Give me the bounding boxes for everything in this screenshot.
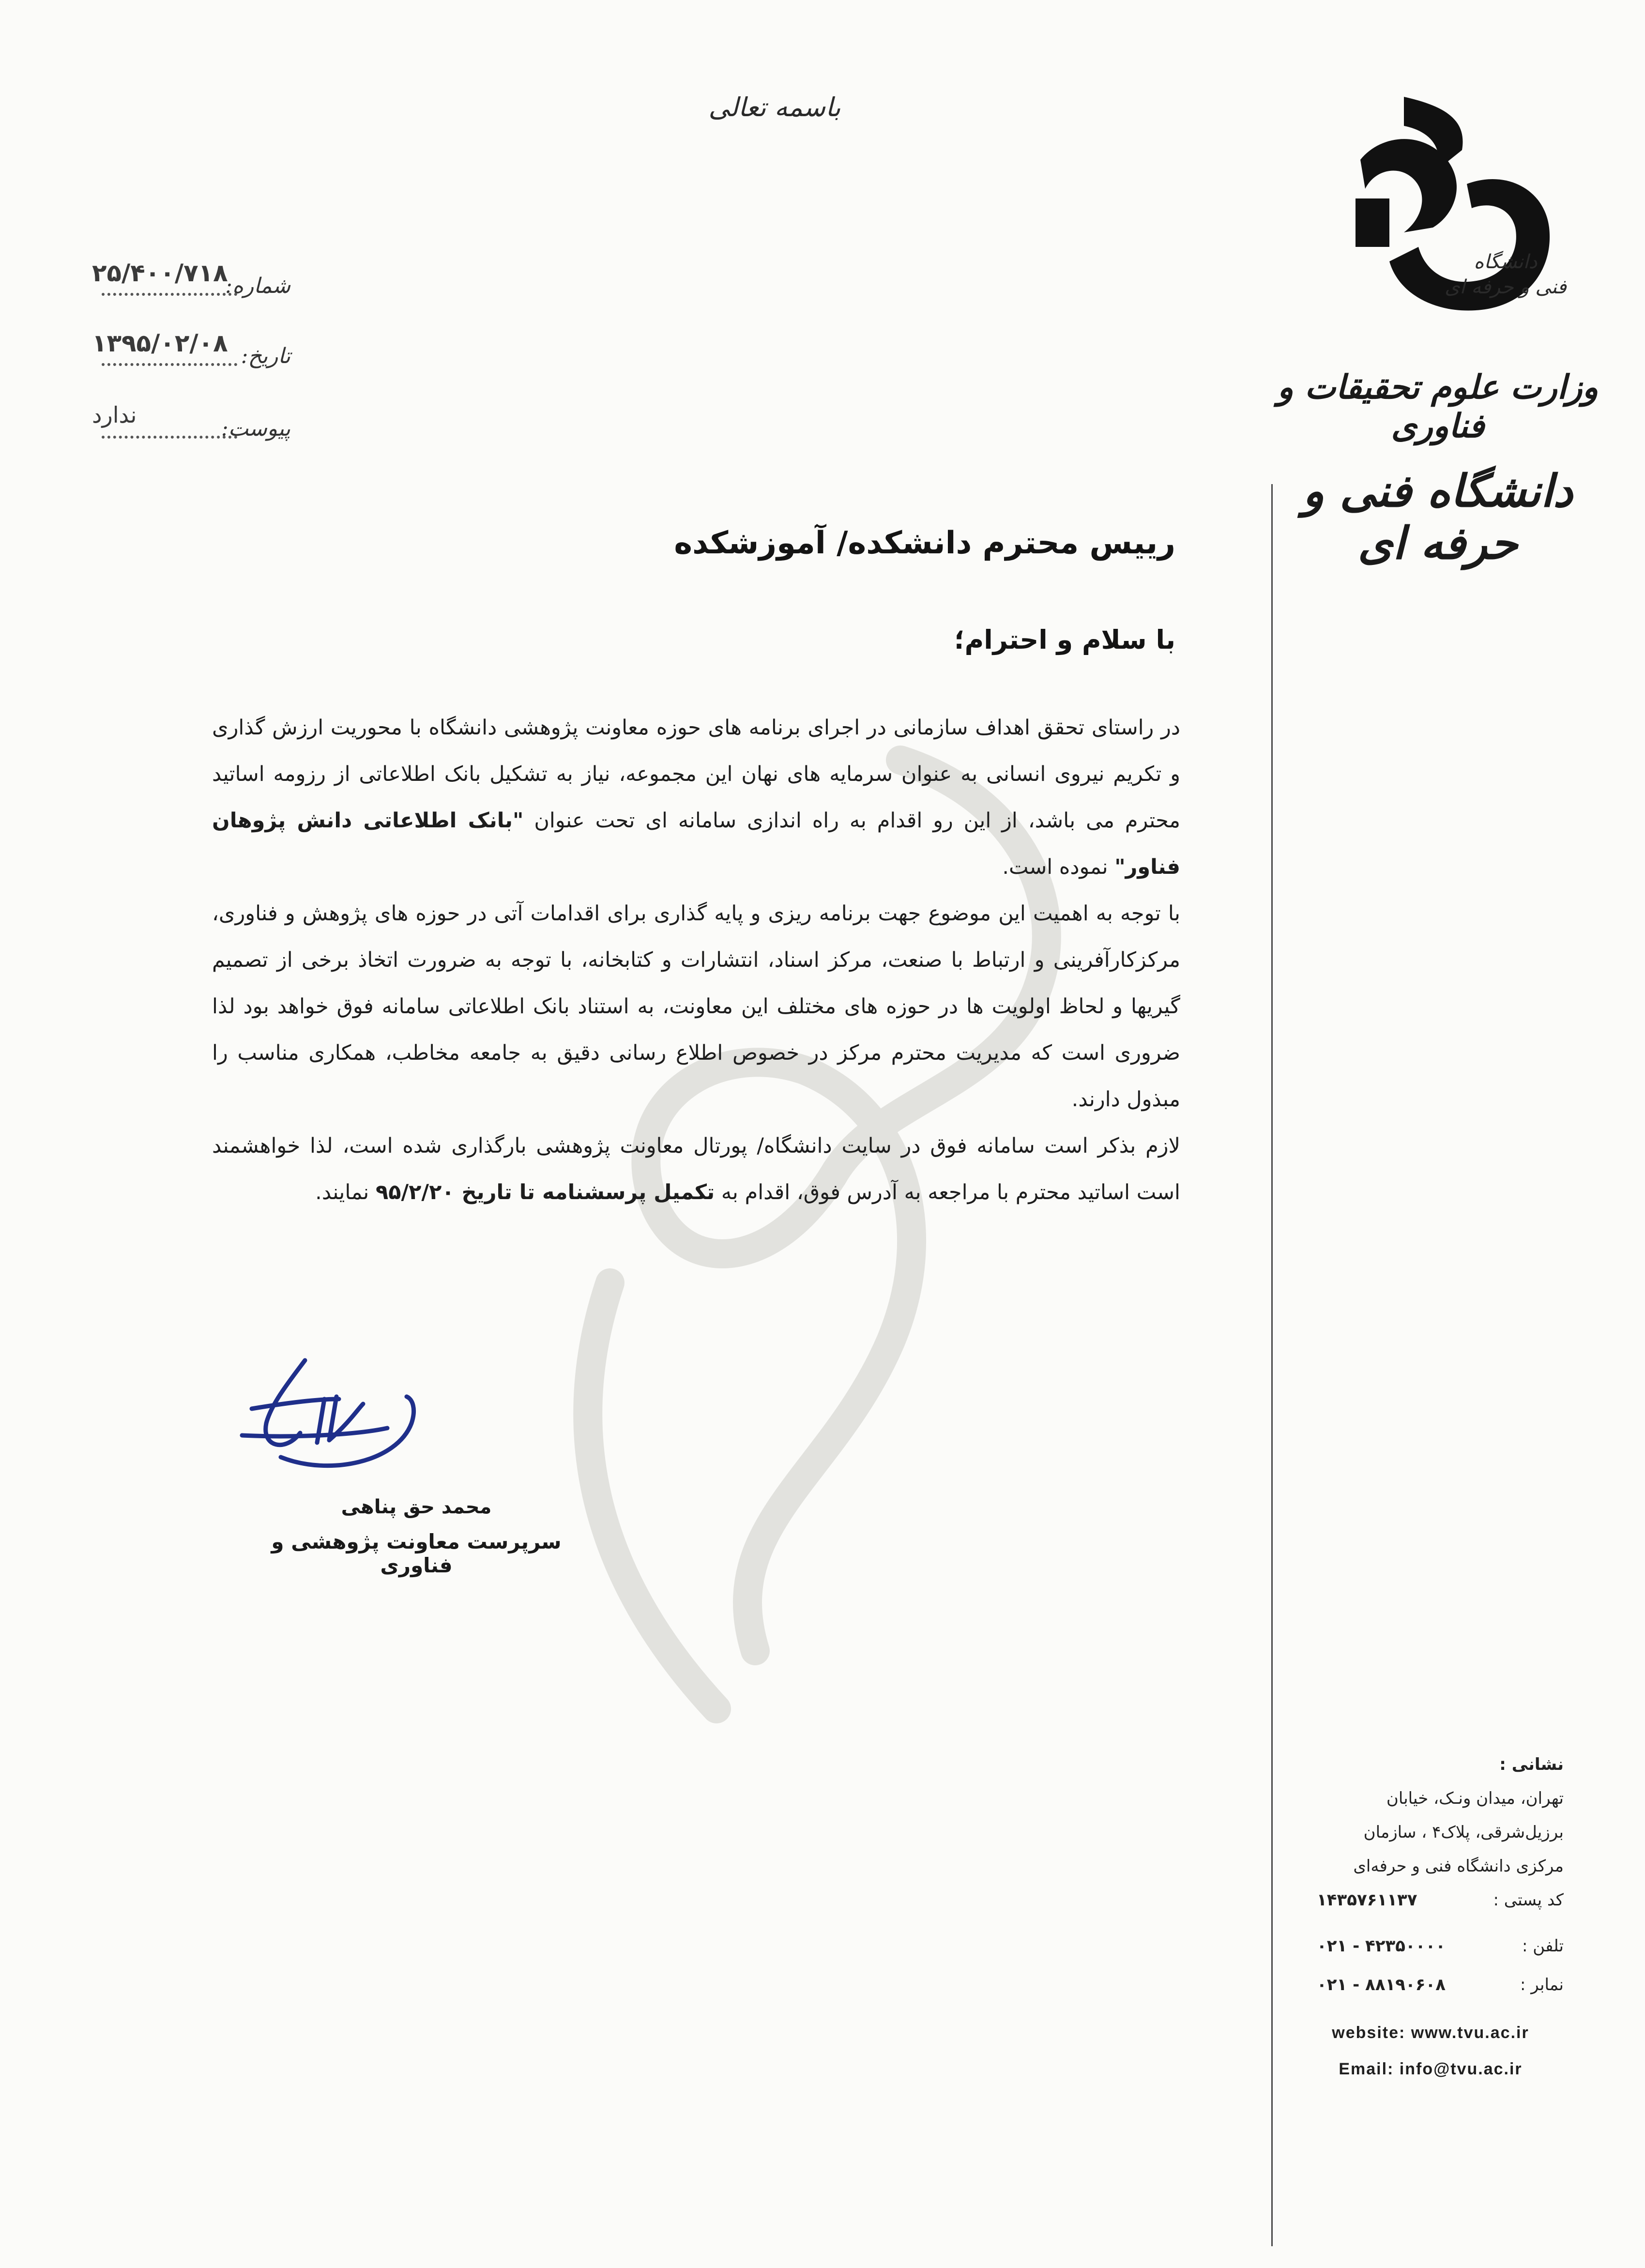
handwritten-signature-icon: [232, 1351, 436, 1481]
letter-attachment-dots: [102, 436, 237, 439]
letter-date-row: [73, 329, 290, 382]
letter-date-dots: [102, 363, 237, 366]
letter-number-value: ۲۵/۴۰۰/۷۱۸: [92, 259, 228, 287]
phone-value: ۰۲۱ - ۴۲۳۵۰۰۰۰: [1317, 1936, 1446, 1956]
ministry-name: وزارت علوم تحقیقات و فناوری: [1277, 368, 1599, 445]
greeting-line: با سلام و احترام؛: [954, 624, 1175, 655]
signer-title: سرپرست معاونت پژوهشی و فناوری: [271, 1530, 562, 1577]
letter-attachment-label: پیوست:: [221, 416, 290, 441]
letter-body: [212, 704, 1180, 1216]
salutation-heading: رییس محترم دانشکده/ آموزشکده: [674, 525, 1175, 561]
paragraph-2: با توجه به اهمیت این موضوع جهت برنامه ریزی و پایه گذاری برای اقدامات آتی در حوزه های پژوهش و فناوری، مرکزکارآفرینی و ارتباط با صنعت، مرکز اسناد، انتشارات و کتابخانه، با توجه به ضرورت اتخاذ برخی از تصمیم گیریها و لحاظ اولویت ها در حوزه های مختلف این معاونت، به استناد بانک اطلاعاتی سامانه فوق خواهد بود لذا ضروری است که مدیریت محترم مرکز در خصوص اطلاع رسانی دقیق به جامعه مخاطب، همکاری مناسب را مبذول دارند.: [212, 901, 1180, 1111]
invocation-text: باسمه تعالی: [708, 92, 841, 122]
paragraph-3: [212, 1123, 1180, 1216]
deadline-bold: تکمیل پرسشنامه تا تاریخ ۹۵/۲/۲۰: [375, 1180, 715, 1204]
logo-caption-line2: فنی و حرفه ای: [1445, 276, 1567, 298]
paragraph-3-text-a: لازم بذکر است سامانه فوق در سایت دانشگاه/ پورتال معاونت پژوهشی بارگذاری شده است، لذا خواهشمند است اساتید محترم با مراجعه به آدرس فوق، اقدام به: [212, 1134, 1180, 1204]
postal-code-value: ۱۴۳۵۷۶۱۱۳۷: [1317, 1890, 1417, 1910]
letterhead-divider: [1271, 484, 1273, 2246]
paragraph-3-text-b: نمایند.: [315, 1180, 369, 1204]
address-line-3: مرکزی دانشگاه فنی و حرفه‌ای: [1353, 1857, 1564, 1876]
letter-date-label: تاریخ:: [241, 344, 290, 368]
paragraph-1: [212, 704, 1180, 890]
postal-code-row: [1302, 1890, 1564, 1915]
address-label: نشانی :: [1499, 1755, 1564, 1774]
system-name-bold: "بانک اطلاعاتی دانش پژوهان فناور": [212, 808, 1180, 879]
letter-number-label: شماره:: [225, 274, 290, 298]
fax-value: ۰۲۱ - ۸۸۱۹۰۶۰۸: [1317, 1975, 1446, 1994]
letter-date-value: ۱۳۹۵/۰۲/۰۸: [92, 329, 228, 357]
signer-name: محمد حق پناهی: [341, 1496, 492, 1518]
email-text: Email: info@tvu.ac.ir: [1339, 2060, 1523, 2078]
letter-number-row: [73, 259, 290, 312]
postal-code-label: کد پستی :: [1493, 1890, 1564, 1910]
logo-caption-line1: دانشگاه: [1474, 251, 1538, 273]
letter-attachment-value: ندارد: [92, 402, 137, 428]
logo-caption: [1433, 249, 1578, 300]
address-line-2: برزیل‌شرقی، پلاک۴ ، سازمان: [1363, 1823, 1564, 1842]
phone-row: [1302, 1936, 1564, 1961]
university-name: دانشگاه فنی و حرفه ای: [1302, 465, 1573, 569]
paragraph-1-text-b: نموده است.: [1002, 855, 1108, 879]
address-line-1: تهران، میدان ونـک، خیابان: [1386, 1789, 1564, 1808]
website-text: website: www.tvu.ac.ir: [1332, 2024, 1529, 2042]
fax-label: نمابر :: [1520, 1975, 1564, 1994]
phone-label: تلفن :: [1522, 1936, 1564, 1956]
paragraph-1-text-a: در راستای تحقق اهداف سازمانی در اجرای برنامه های حوزه معاونت پژوهشی دانشگاه با محوریت ارزش گذاری و تکریم نیروی انسانی به عنوان سرمایه های نهان این مجموعه، نیاز به تشکیل بانک اطلاعاتی از رزومه اساتید محترم می باشد، از این رو اقدام به راه اندازی سامانه ای تحت عنوان: [212, 715, 1180, 833]
fax-row: [1302, 1975, 1564, 1999]
letter-attachment-row: [73, 402, 290, 455]
letter-number-dots: [102, 293, 237, 296]
